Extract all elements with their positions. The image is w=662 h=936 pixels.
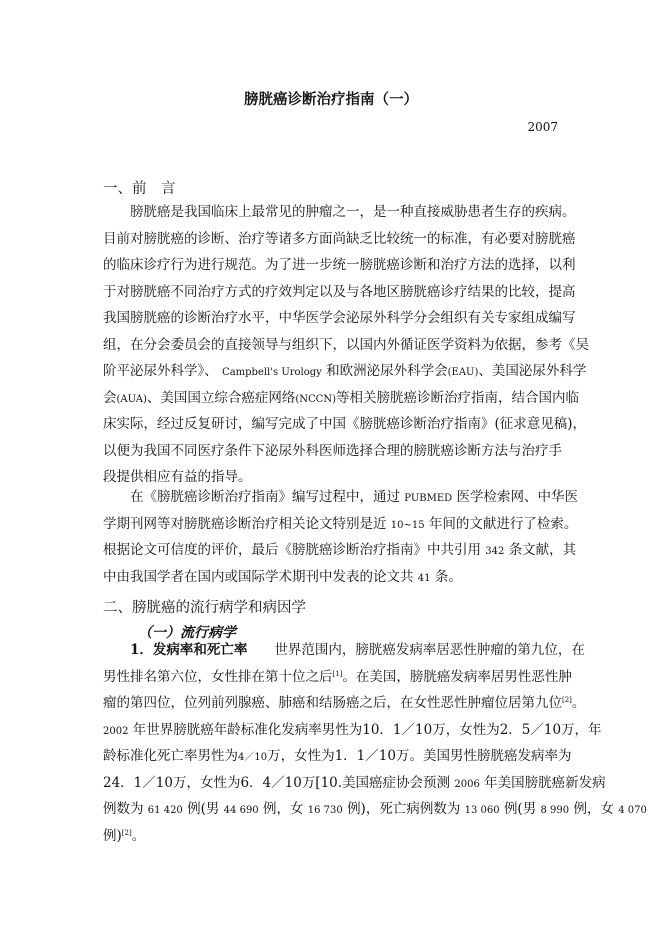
text-line: 于对膀胱癌不同治疗方式的疗效判定以及与各地区膀胱癌诊疗结果的比较，提高 [103,283,576,300]
paragraph-incidence [103,637,647,849]
text-line: 1．发病率和死亡率 世界范围内，膀胱癌发病率居恶性肿瘤的第九位，在 [130,642,585,658]
text-line: 我国膀胱癌的诊断治疗水平，中华医学会泌尿外科学分会组织有关专家组成编写 [103,310,576,326]
text-line: 的临床诊疗行为进行规范。为了进一步统一膀胱癌诊断和治疗方法的选择，以利 [103,257,576,273]
document-year: 2007 [527,120,558,134]
text-line: 阶平泌尿外科学》、 Campbell's Urology 和欧洲泌尿外科学会(EAU)、美国泌尿外科学 [103,363,587,379]
text-line: 中由我国学者在国内或国际学术期刊中发表的论文共 41 条。 [103,568,462,585]
paragraph-preface-2 [103,484,578,590]
text-line: 例)[2]。 [103,827,146,844]
text-line: 组，在分会委员会的直接领导与组织下，以国内外循证医学资料为依据，参考《吴 [103,336,589,353]
text-line: 学期刊网等对膀胱癌诊断治疗相关论文特别是近 10~15 年间的文献进行了检索。 [103,515,578,532]
paragraph-preface-1 [103,199,589,491]
text-line: 2002 年世界膀胱癌年龄标准化发病率男性为10．1／10万，女性为2．5／10万，年 [103,721,602,738]
text-line: 膀胱癌是我国临床上最常见的肿瘤之一，是一种直接威胁患者生存的疾病。 [130,204,576,220]
text-line: 目前对膀胱癌的诊断、治疗等诸多方面尚缺乏比较统一的标准，有必要对膀胱癌 [103,230,576,247]
section-heading-preface: 一、前 言 [103,181,176,197]
text-line: 床实际，经过反复研讨，编写完成了中国《膀胱癌诊断治疗指南》(征求意见稿)， [103,416,587,432]
document-title: 膀胱癌诊断治疗指南（一） [244,91,418,108]
text-line: 会(AUA)、美国国立综合癌症网络(NCCN)等相关膀胱癌诊断治疗指南，结合国内临 [103,389,579,406]
text-line: 男性排名第六位，女性排在第十位之后[1]。在美国，膀胱癌发病率居男性恶性肿 [103,668,572,685]
subsection-heading-epidemiology: （一）流行病学 [138,625,236,641]
text-line: 以便为我国不同医疗条件下泌尿外科医师选择合理的膀胱癌诊断方法与治疗手 [103,442,562,459]
text-line: 瘤的第四位，位列前列腺癌、肺癌和结肠癌之后，在女性恶性肿瘤位居第九位[2]。 [103,695,586,711]
section-heading-epidemiology: 二、膀胱癌的流行病学和病因学 [103,600,306,616]
text-line: 在《膀胱癌诊断治疗指南》编写过程中，通过 PUBMED 医学检索网、中华医 [130,489,578,505]
text-line: 龄标准化死亡率男性为4／10万，女性为1．1／10万。美国男性膀胱癌发病率为 [103,748,572,764]
text-line: 根据论文可信度的评价，最后《膀胱癌诊断治疗指南》中共引用 342 条文献，其 [103,542,577,558]
text-line: 段提供相应有益的指导。 [103,469,252,485]
text-line: 例数为 61 420 例(男 44 690 例，女 16 730 例)，死亡病例数为 13 060 例(男 8 990 例，女 4 070 [103,801,647,817]
text-line: 24．1／10万，女性为6．4／10万[10.美国癌症协会预测 2006 年美国膀胱癌新发病 [103,774,606,791]
